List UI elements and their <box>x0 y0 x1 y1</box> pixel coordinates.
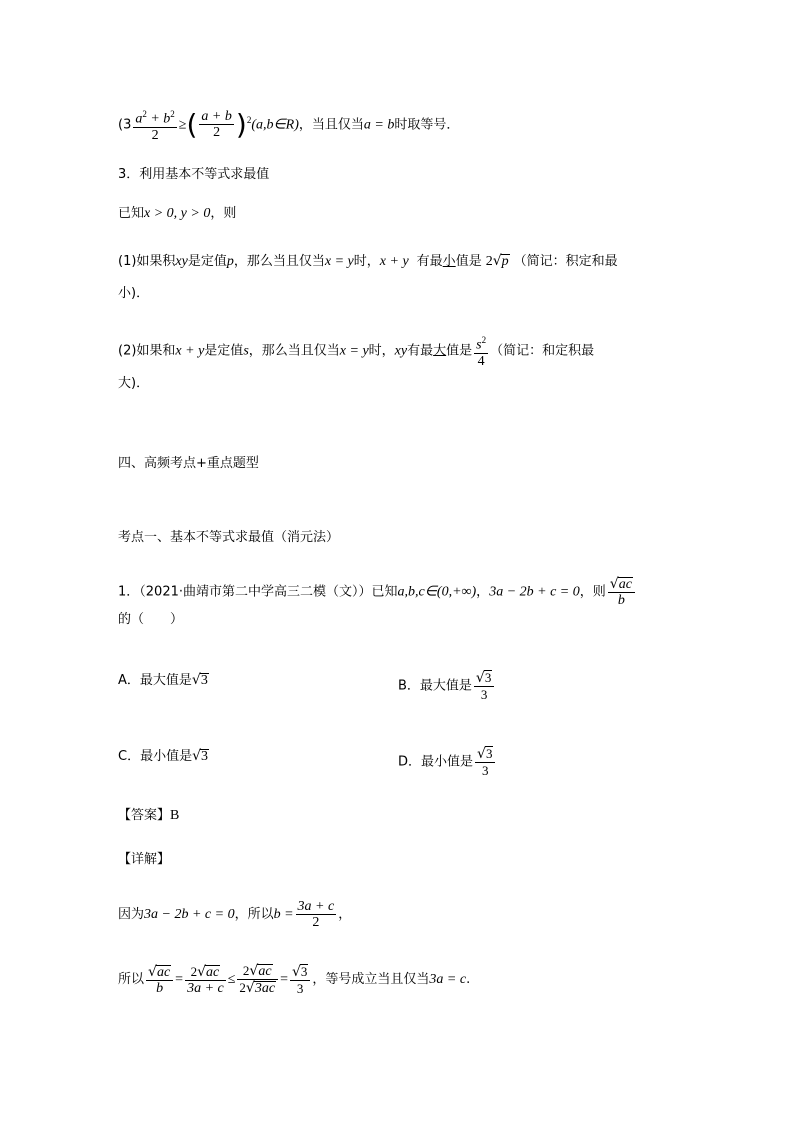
fraction-ab: $\frac{a + b}{2}$ <box>201 109 232 141</box>
option-c[interactable] <box>118 746 209 767</box>
option-d-label: D．最小值是 <box>398 754 474 770</box>
detail-label: 【详解】 <box>118 852 171 867</box>
p1-p: p <box>226 254 234 269</box>
option-a-label: A．最大值是 <box>118 673 192 688</box>
condition-text: ，当且仅当 <box>298 117 364 133</box>
detail-line-1 <box>118 899 351 930</box>
fraction-sqrt3-over-3: $\frac{√3}{3}$ <box>475 746 495 778</box>
p2-cond: x = y <box>339 343 369 359</box>
fraction-sqrt-ac-over-b: $\frac{√ac}{b}$ <box>146 964 173 996</box>
q1-a: 1．（2021·曲靖市第二中学高三二模（文））已知 <box>118 584 398 600</box>
p2-s: s <box>243 343 249 359</box>
d1-lhs: b = <box>273 907 294 922</box>
option-b-label: B．最大值是 <box>398 678 472 694</box>
fraction-3a-c-over-2: $\frac{3a + c}{2}$ <box>297 899 335 930</box>
point-1-line <box>118 251 618 272</box>
p1-c: ，那么当且仅当 <box>233 254 325 269</box>
point-1-wrap: 小)． <box>118 286 150 301</box>
section-3-title: 3．利用基本不等式求最值 <box>118 167 270 182</box>
p1-d: 时， <box>353 254 380 269</box>
fraction-a2b2: $\frac{a^2 + b^2}{2}$ <box>135 109 175 143</box>
option-c-label: C．最小值是 <box>118 749 193 764</box>
answer-label: 【答案】 <box>118 808 171 823</box>
q1-b: ， <box>476 584 490 600</box>
sqrt-3: √3 <box>191 672 208 688</box>
answer-line <box>118 806 179 826</box>
p1-a: (1)如果积 <box>118 254 176 269</box>
two-sqrt-p: 2√p <box>485 253 509 269</box>
d1-tail: ， <box>338 907 352 922</box>
kaodian-1-heading: 考点一、基本不等式求最值（消元法） <box>118 530 340 545</box>
d1-eq: 3a − 2b + c = 0 <box>144 907 235 922</box>
p2-f: 大 <box>433 343 447 359</box>
answer-value: B <box>170 808 180 823</box>
p2-g: 值是 <box>446 343 473 359</box>
p1-e: 有最 <box>416 254 443 269</box>
question-1-line <box>118 576 637 608</box>
detail-line-2: 所以 $\frac{√ac}{b}$ = $\frac{2√ac}{3a + c}$ ≤ $\frac{2√ac}{2√3ac}$ = $\frac{√3}{3}$ ，等号成立当且仅当3a = c. <box>118 963 471 996</box>
fraction-sqrt-ac-over-b: $\frac{√ac}{b}$ <box>608 576 635 608</box>
d1-a: 因为 <box>118 907 145 922</box>
option-d[interactable] <box>398 746 497 778</box>
d1-b: ，所以 <box>234 907 274 922</box>
p1-g: 值是 <box>455 254 482 269</box>
equality-condition: a = b <box>363 117 395 133</box>
fraction-s2-4: $\frac{s^2}{4}$ <box>476 335 487 369</box>
equality-tail: 时取等号． <box>394 117 460 133</box>
p2-c: ，那么当且仅当 <box>248 343 340 359</box>
p1-b: 是定值 <box>187 254 227 269</box>
d2-a: 所以 <box>118 972 145 987</box>
q1-c: ，则 <box>579 584 606 600</box>
p2-d: 时， <box>368 343 395 359</box>
p2-e: 有最 <box>407 343 434 359</box>
fraction-2sqrtac-over-3a-c: $\frac{2√ac}{3a + c}$ <box>187 963 224 996</box>
p1-cond: x = y <box>324 254 354 269</box>
p2-a: (2)如果和 <box>118 343 176 359</box>
p1-h: （简记：积定和最 <box>513 254 618 269</box>
domain-condition: (a,b∈R) <box>251 117 299 133</box>
fraction-sqrt3-over-3: $\frac{√3}{3}$ <box>474 670 494 702</box>
given-tail: ，则 <box>210 206 237 221</box>
option-a[interactable] <box>118 670 209 691</box>
p2-b: 是定值 <box>204 343 244 359</box>
open-paren: (3 <box>118 117 132 133</box>
d2-cond: 3a = c <box>429 972 467 987</box>
p1-f: 小 <box>442 254 456 269</box>
p2-xy: xy <box>394 343 408 359</box>
p2-sum: x + y <box>175 343 205 359</box>
point-2-line <box>118 333 594 369</box>
given-text: 已知 <box>118 206 145 221</box>
p1-sum: x + y <box>379 254 409 269</box>
option-b[interactable] <box>398 670 496 702</box>
d2-tail: ，等号成立当且仅当 <box>312 972 430 987</box>
q1-set: a,b,c∈(0,+∞) <box>397 584 477 600</box>
p2-h: （简记：和定积最 <box>490 343 595 359</box>
fraction-sqrt3-over-3: $\frac{√3}{3}$ <box>290 964 310 996</box>
d2-end: . <box>466 972 471 987</box>
fraction-2sqrtac-over-2sqrt3ac: $\frac{2√ac}{2√3ac}$ <box>237 963 278 996</box>
given-condition: x > 0, y > 0 <box>144 206 211 221</box>
given-line <box>118 204 236 224</box>
p1-xy: xy <box>175 254 188 269</box>
sqrt-3: √3 <box>192 748 208 764</box>
section-4-heading: 四、高频考点+重点题型 <box>118 456 259 471</box>
question-1-wrap: 的（ ） <box>118 612 184 627</box>
q1-eq: 3a − 2b + c = 0 <box>489 584 580 600</box>
point-2-wrap: 大)． <box>118 376 150 391</box>
inequality-line: (3 $\frac{a^2 + b^2}{2}$ ≥( $\frac{a + b}{2}$ )$^2$(a,b∈R)，当且仅当a = b时取等号． <box>118 107 460 143</box>
